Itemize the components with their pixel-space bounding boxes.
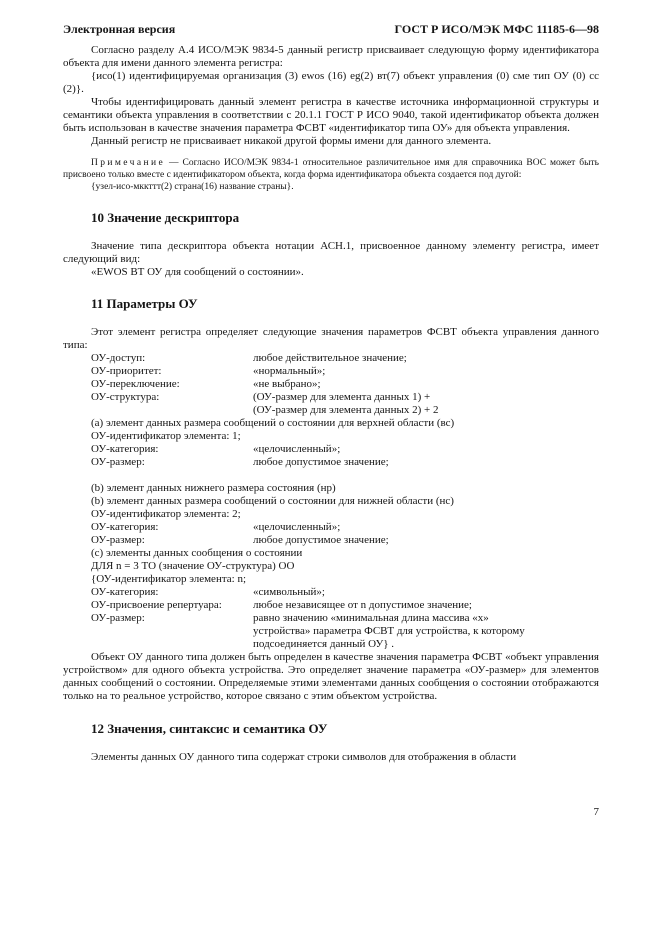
structure-continuation: (ОУ-размер для элемента данных 2) + 2 <box>253 404 439 416</box>
param-key: ОУ-присвоение репертуара: <box>91 599 222 611</box>
param-key: ОУ-размер: <box>91 612 145 624</box>
item-a-line: (а) элемент данных размера сообщений о состоянии для верхней области (вс) <box>91 417 455 429</box>
spacer <box>63 469 599 482</box>
param-row <box>63 612 599 625</box>
section-10-paragraph-1: Значение типа дескриптора объекта нотации АСН.1, присвоенное данному элементу регистра, имеет следующий вид: <box>63 240 599 265</box>
header-left: Электронная версия <box>63 22 176 36</box>
section-10-paragraph-2: «EWOS ВТ ОУ для сообщений о состоянии». <box>91 266 304 278</box>
param-value: «не выбрано»; <box>253 378 321 390</box>
intro-paragraph-4: Данный регистр не присваивает никакой другой формы имени для данного элемента. <box>91 135 492 147</box>
param-key: ОУ-категория: <box>91 443 159 455</box>
header-right: ГОСТ Р ИСО/МЭК МФС 11185-6—98 <box>394 22 599 36</box>
param-key: ОУ-размер: <box>91 456 145 468</box>
param-key: ОУ-категория: <box>91 521 159 533</box>
section-11-title: 11 Параметры ОУ <box>91 296 198 311</box>
param-value: любое действительное значение; <box>253 352 407 364</box>
param-value: «целочисленный»; <box>253 521 341 533</box>
size-continuation-1: устройства» параметра ФСВТ для устройства, к которому <box>253 625 525 637</box>
item-b-line-2: (b) элемент данных размера сообщений о состоянии для нижней области (нс) <box>91 495 454 507</box>
item-b-line-1: (b) элемент данных нижнего размера состояния (нр) <box>91 482 336 494</box>
param-value: любое допустимое значение; <box>253 534 389 546</box>
param-row <box>63 586 599 599</box>
param-row <box>63 365 599 378</box>
param-row <box>63 443 599 456</box>
param-row <box>63 521 599 534</box>
param-key: ОУ-доступ: <box>91 352 146 364</box>
intro-paragraph-3: Чтобы идентифицировать данный элемент регистра в качестве источника информационной структуры и семантики объекта управления в соответствии с 20.1.1 ГОСТ Р ИСО 9040, такой идентификатор объекта должен быть использован в качестве значения параметра ФСВТ «идентификатор типа ОУ» для объекта управления. <box>63 96 599 134</box>
size-continuation-2: подсоединяется данный ОУ} . <box>253 638 395 650</box>
note-label: Примечание <box>91 158 166 168</box>
param-value: любое допустимое значение; <box>253 456 389 468</box>
section-11-closing: Объект ОУ данного типа должен быть определен в качестве значения параметра ФСВТ «объект управления устройством» для одного объекта устройства. Это определяет значение параметра «ОУ-размер» для элементов данных сообщений о состоянии. Определяемые этими элементами данных сообщения о состоянии отображаются только на то реальное устройство, которое связано с этим объектом устройства. <box>63 651 599 702</box>
section-12-title: 12 Значения, синтаксис и семантика ОУ <box>91 721 328 736</box>
param-key: ОУ-категория: <box>91 586 159 598</box>
param-row <box>63 378 599 391</box>
param-row <box>63 352 599 365</box>
param-value: «нормальный»; <box>253 365 326 377</box>
item-b-id: ОУ-идентификатор элемента: 2; <box>91 508 241 520</box>
param-value: «целочисленный»; <box>253 443 341 455</box>
param-row <box>63 391 599 404</box>
param-row <box>63 599 599 612</box>
section-11-intro: Этот элемент регистра определяет следующие значения параметров ФСВТ объекта управления данного типа: <box>63 326 599 351</box>
param-value: равно значению «минимальная длина массива «х» <box>253 612 489 624</box>
note-code: {узел-исо-мккттт(2) страна(16) название страны}. <box>91 182 294 192</box>
param-value: любое независящее от n допустимое значение; <box>253 599 472 611</box>
item-c-for: ДЛЯ n = 3 ТО (значение ОУ-структура) ОО <box>91 560 295 572</box>
item-a-id: ОУ-идентификатор элемента: 1; <box>91 430 241 442</box>
item-c-id: {ОУ-идентификатор элемента: n; <box>91 573 247 585</box>
param-key: ОУ-переключение: <box>91 378 180 390</box>
param-value: «символьный»; <box>253 586 325 598</box>
item-c-line: (с) элементы данных сообщения о состоянии <box>91 547 303 559</box>
note-text: — Согласно ИСО/МЭК 9834-1 относительное различительное имя для справочника ВОС может быть присвоено только вместе с идентификатором объекта, когда форма идентификатора объекта создается под дугой: <box>63 158 599 180</box>
intro-paragraph-1: Согласно разделу А.4 ИСО/МЭК 9834-5 данный регистр присваивает следующую форму идентификатора объекта для имени данного элемента регистра: <box>63 44 599 69</box>
param-row <box>63 534 599 547</box>
param-key: ОУ-структура: <box>91 391 160 403</box>
section-12-paragraph-1: Элементы данных ОУ данного типа содержат строки символов для отображения в области <box>91 751 517 763</box>
section-10-title: 10 Значение дескриптора <box>91 210 240 225</box>
param-value: (ОУ-размер для элемента данных 1) + <box>253 391 431 403</box>
intro-paragraph-2: {исо(1) идентифицируемая организация (3) ewos (16) eg(2) вт(7) объект управления (0) сме тип ОУ (0) сс (2)}. <box>63 70 599 95</box>
param-key: ОУ-приоритет: <box>91 365 162 377</box>
note <box>63 158 599 181</box>
page-content <box>63 44 599 764</box>
param-key: ОУ-размер: <box>91 534 145 546</box>
param-row <box>63 456 599 469</box>
page-number: 7 <box>593 806 599 818</box>
